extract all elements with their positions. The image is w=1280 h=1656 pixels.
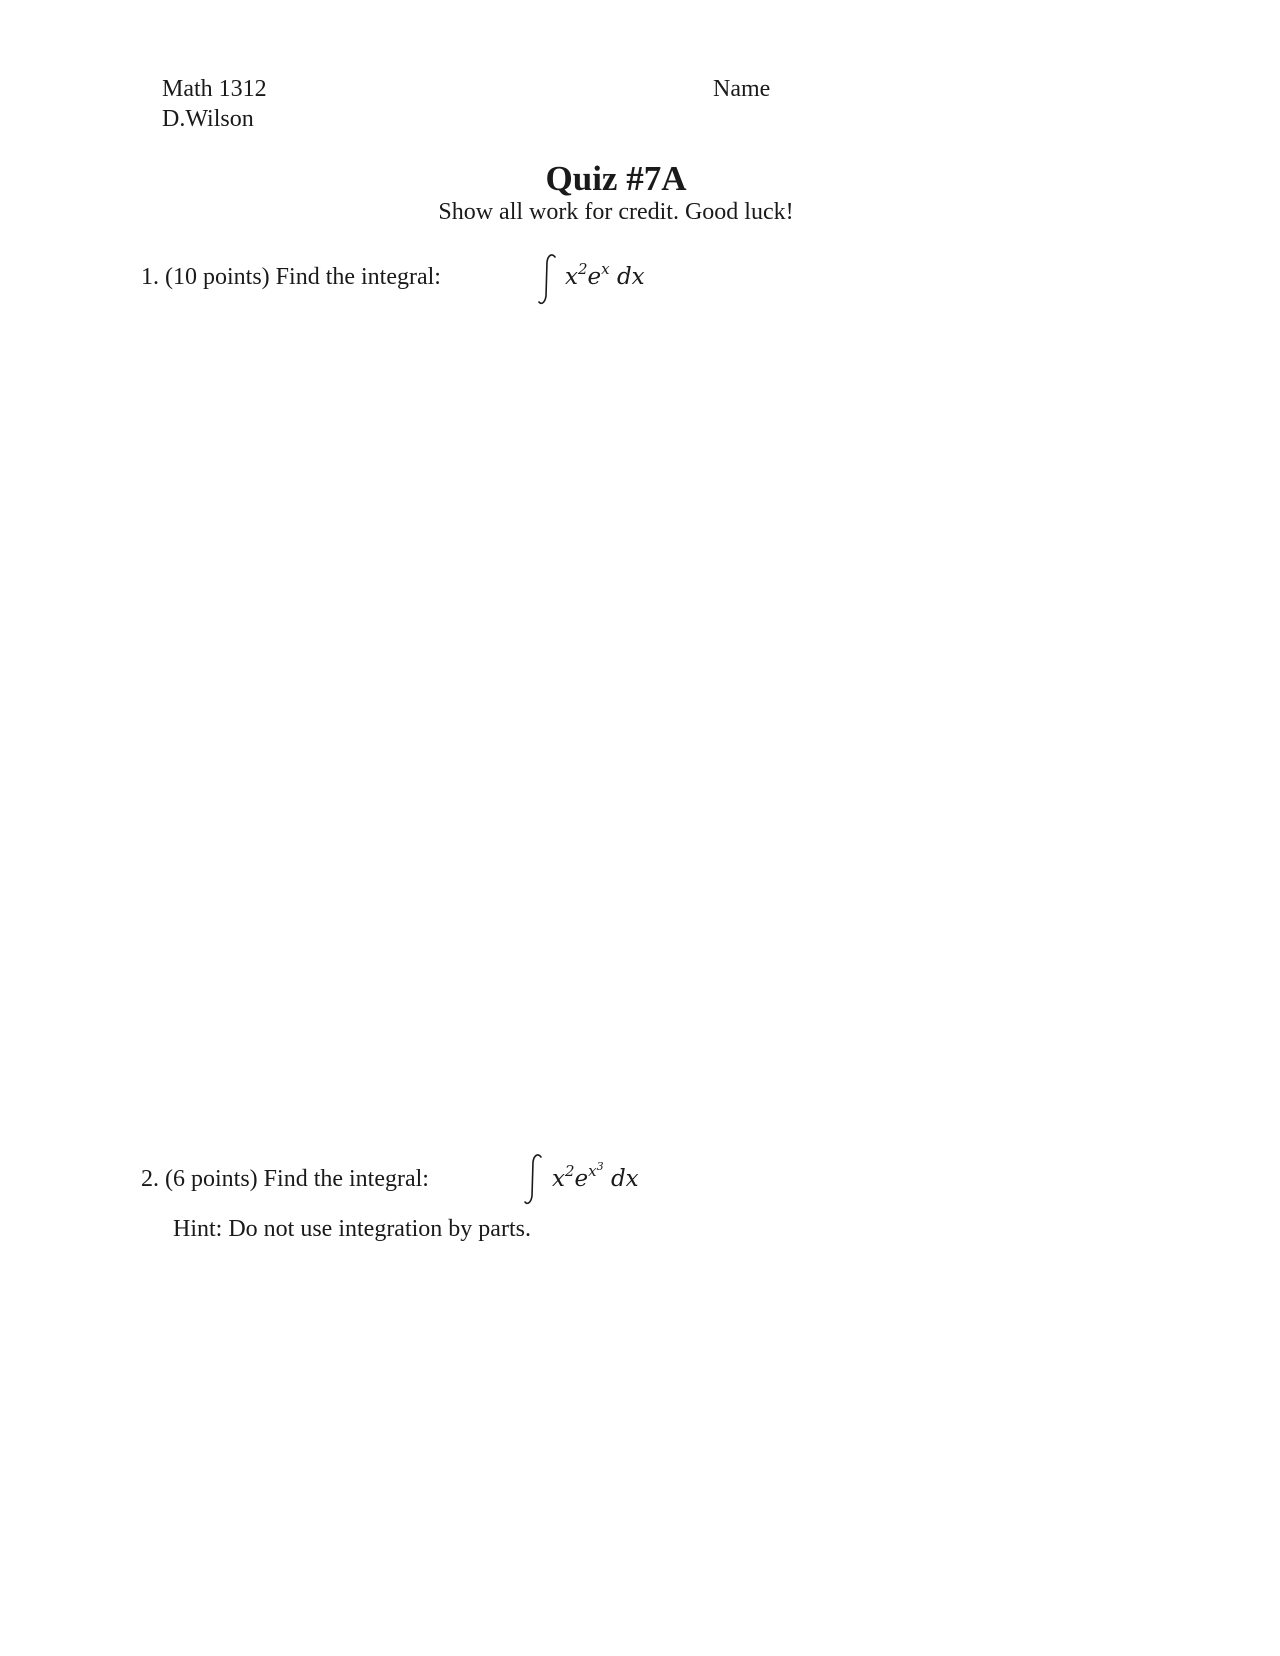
problem-number: 2. bbox=[141, 1166, 159, 1192]
integral-sign-icon bbox=[537, 252, 559, 306]
problem-2-hint: Hint: Do not use integration by parts. bbox=[173, 1216, 531, 1242]
integrand-1: $x^2e^x$ dx bbox=[565, 260, 645, 290]
instructor-label: D.Wilson bbox=[162, 106, 254, 132]
problem-points: (10 points) bbox=[165, 264, 270, 290]
integrand-2: $x^2e^{x^3}$ dx bbox=[552, 1160, 639, 1192]
problem-1 bbox=[141, 262, 441, 292]
course-label: Math 1312 bbox=[162, 76, 267, 102]
problem-prompt: Find the integral: bbox=[263, 1166, 429, 1192]
differential: dx bbox=[610, 1166, 639, 1192]
integral-sign-icon bbox=[523, 1152, 545, 1206]
problem-2 bbox=[141, 1164, 429, 1194]
problem-number: 1. bbox=[141, 264, 159, 290]
differential: dx bbox=[616, 264, 645, 290]
problem-points: (6 points) bbox=[165, 1166, 258, 1192]
name-label: Name bbox=[713, 76, 771, 102]
quiz-instructions: Show all work for credit. Good luck! bbox=[438, 199, 794, 225]
problem-prompt: Find the integral: bbox=[275, 264, 441, 290]
quiz-title: Quiz #7A bbox=[545, 159, 687, 198]
